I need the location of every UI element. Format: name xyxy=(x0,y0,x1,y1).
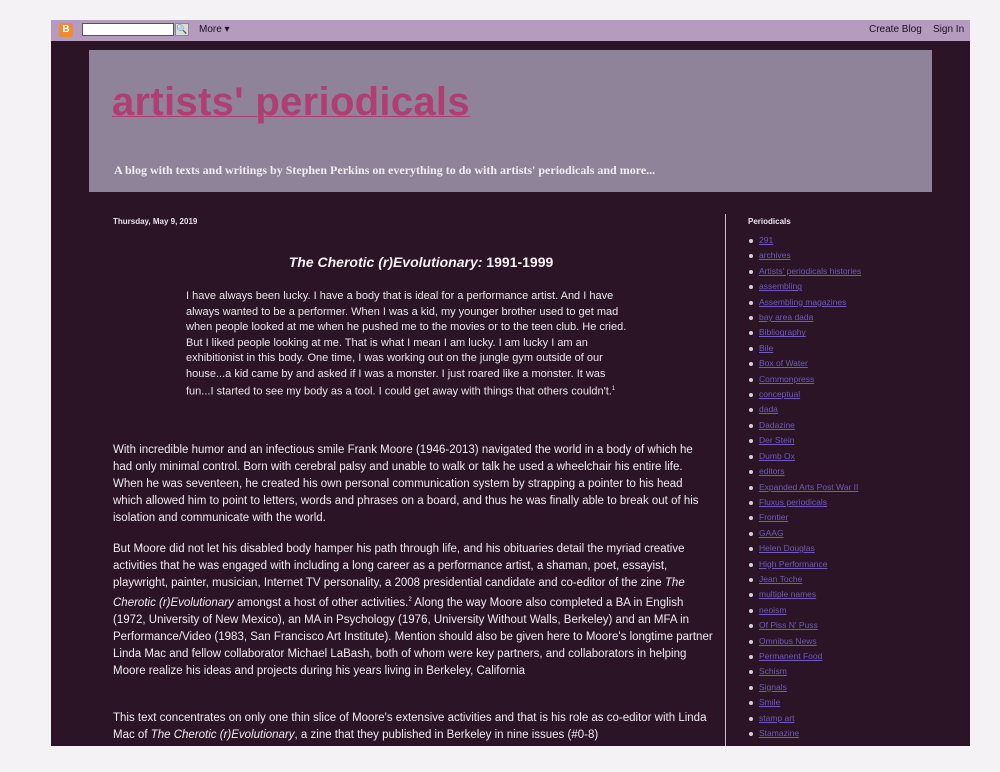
sidebar-divider xyxy=(725,214,726,746)
list-item xyxy=(748,480,861,495)
sidebar-link[interactable]: editors xyxy=(759,466,785,477)
para2-zine-title: The Cherotic (r)Evolutionary xyxy=(113,577,685,609)
sidebar-link[interactable]: Der Stein xyxy=(759,435,795,446)
list-item xyxy=(748,557,861,572)
list-item xyxy=(748,541,861,556)
sidebar-link[interactable]: Of Piss N' Puss xyxy=(759,620,818,631)
blog-description: A blog with texts and writings by Stephen Perkins on everything to do with artists' periodicals and more... xyxy=(114,163,656,177)
list-item xyxy=(748,310,861,325)
sidebar-link[interactable]: bay area dada xyxy=(759,312,814,323)
sidebar-link[interactable]: multiple names xyxy=(759,589,817,600)
list-item xyxy=(748,634,861,649)
sidebar-link[interactable]: assembling xyxy=(759,281,802,292)
list-item xyxy=(748,248,861,263)
post-title-rest: 1991-1999 xyxy=(482,254,554,270)
list-item xyxy=(748,279,861,294)
blog-title-link[interactable]: artists' periodicals xyxy=(112,80,470,124)
sidebar-link[interactable]: Expanded Arts Post War II xyxy=(759,481,859,492)
list-item xyxy=(748,572,861,587)
list-item xyxy=(748,341,861,356)
more-menu-button[interactable]: More ▾ xyxy=(199,24,230,35)
post-paragraph-1: With incredible humor and an infectious smile Frank Moore (1946-2013) navigated the world in a body of which he had only minimal control. Born with cerebral palsy and unable to walk or talk he used a wheelchair his entire life. When he was seventeen, he created his own personal communication system by strapping a pointer to his head which allowed him to point to letters, words and phrases on a board, and thus he was finally able to break out of his isolation and communicate with the world. xyxy=(113,444,699,524)
sidebar-link[interactable]: neoism xyxy=(759,604,787,615)
search-icon[interactable]: 🔍 xyxy=(176,24,188,34)
list-item xyxy=(748,711,861,726)
list-item xyxy=(748,356,861,371)
list-item xyxy=(748,418,861,433)
para3-text-a: This text concentrates on only one thin slice of Moore's extensive activities and that is his role as co-editor with Linda Mac of xyxy=(113,712,707,741)
create-blog-link[interactable]: Create Blog xyxy=(869,24,922,35)
list-item xyxy=(748,325,861,340)
post-paragraph-3 xyxy=(113,710,713,744)
post-quote xyxy=(186,289,632,400)
sidebar-link[interactable]: Assembling magazines xyxy=(759,296,847,307)
sidebar-link[interactable]: Schism xyxy=(759,666,787,677)
para3-zine-title: The Cherotic (r)Evolutionary xyxy=(150,729,295,741)
post-title xyxy=(113,254,729,270)
list-item xyxy=(748,726,861,741)
list-item xyxy=(748,264,861,279)
para2-text-c: Along the way Moore also completed a BA in English (1972, University of New Mexico), an MA in Psychology (1976, University Without Walls, Berkeley) and an MFA in Performance/Video (1983, San Francisco Art Institute). Mention should also be given here to Moore's longtime partner Linda Mac and fellow collaborator Michael LaBash, both of whom were key partners, and collaborators in helping Moore realize his ideas and projects during his years living in Berkeley, California xyxy=(113,596,713,677)
list-item xyxy=(748,664,861,679)
post-paragraph-2 xyxy=(113,541,713,680)
list-item xyxy=(748,402,861,417)
list-item xyxy=(748,449,861,464)
footnote-ref-1[interactable]: 1 xyxy=(611,386,616,392)
sidebar-link[interactable]: Helen Douglas xyxy=(759,543,815,554)
sign-in-link[interactable]: Sign In xyxy=(933,24,965,35)
list-item xyxy=(748,233,861,248)
list-item xyxy=(748,495,861,510)
list-item xyxy=(748,510,861,525)
sidebar-link[interactable]: Jean Toche xyxy=(759,573,803,584)
list-item xyxy=(748,295,861,310)
sidebar-link[interactable]: High Performance xyxy=(759,558,828,569)
list-item xyxy=(748,372,861,387)
sidebar-link[interactable]: Commonpress xyxy=(759,373,815,384)
sidebar-link[interactable]: Stamazine xyxy=(759,728,800,738)
sidebar-link[interactable]: Dumb Ox xyxy=(759,450,795,461)
blogger-logo-icon[interactable]: B xyxy=(59,23,73,37)
sidebar-link[interactable]: dada xyxy=(759,404,778,415)
list-item xyxy=(748,618,861,633)
list-item xyxy=(748,680,861,695)
sidebar-link[interactable]: conceptual xyxy=(759,389,801,400)
footnote-ref-2[interactable]: 2 xyxy=(408,597,412,603)
sidebar-link[interactable]: Bibliography xyxy=(759,327,806,338)
sidebar-link[interactable]: Bile xyxy=(759,342,774,353)
blog-header xyxy=(89,50,932,192)
sidebar-periodicals-list xyxy=(748,233,861,741)
search-input[interactable] xyxy=(82,23,174,36)
post-date: Thursday, May 9, 2019 xyxy=(113,217,198,226)
list-item xyxy=(748,649,861,664)
post-title-italic: The Cherotic (r)Evolutionary: xyxy=(288,254,483,270)
sidebar-link[interactable]: Omnibus News xyxy=(759,635,817,646)
sidebar-link[interactable]: Permanent Food xyxy=(759,650,823,661)
sidebar-link[interactable]: Dadazine xyxy=(759,419,795,430)
quote-text: I have always been lucky. I have a body that is ideal for a performance artist. And I have always wanted to be a performer. When I was a kid, my younger brother used to get mad when people looked at me when he pushed me to the movies or to the teen club. He cried. But I liked people looking at me. That is what I mean I am lucky. I am lucky I am an exhibitionist in this body. One time, I was working out on the jungle gym outside of our house...a kid came by and asked if I was a monster. I just roared like a monster. It was fun...I started to see my body as a tool. I could get away with things that others couldn't. xyxy=(186,290,627,398)
blog-page xyxy=(51,41,970,746)
list-item xyxy=(748,526,861,541)
sidebar-link[interactable]: Fluxus periodicals xyxy=(759,496,828,507)
sidebar-link[interactable]: Smile xyxy=(759,697,781,708)
para2-text-a: But Moore did not let his disabled body hamper his path through life, and his obituaries detail the myriad creative activities that he was engaged with including a long career as a performance artist, a shaman, poet, essayist, playwright, painter, musician, Internet TV personality, a 2008 presidential candidate and co-editor of the zine xyxy=(113,543,685,589)
sidebar-link[interactable]: stamp art xyxy=(759,712,795,723)
sidebar-link[interactable]: Box of Water xyxy=(759,358,808,369)
sidebar-link[interactable]: GAAG xyxy=(759,527,784,538)
sidebar-link[interactable]: 291 xyxy=(759,235,774,245)
sidebar-link[interactable]: archives xyxy=(759,250,791,261)
list-item xyxy=(748,587,861,602)
navbar xyxy=(51,20,970,41)
list-item xyxy=(748,464,861,479)
list-item xyxy=(748,695,861,710)
list-item xyxy=(748,603,861,618)
para2-text-b: amongst a host of other activities. xyxy=(233,596,409,609)
sidebar-title: Periodicals xyxy=(748,217,791,226)
sidebar-link[interactable]: Artists' periodicals histories xyxy=(759,265,862,276)
list-item xyxy=(748,387,861,402)
sidebar-link[interactable]: Signals xyxy=(759,681,787,692)
list-item xyxy=(748,433,861,448)
para3-text-b: , a zine that they published in Berkeley in nine issues (#0-8) xyxy=(294,729,599,741)
sidebar-link[interactable]: Frontier xyxy=(759,512,789,523)
